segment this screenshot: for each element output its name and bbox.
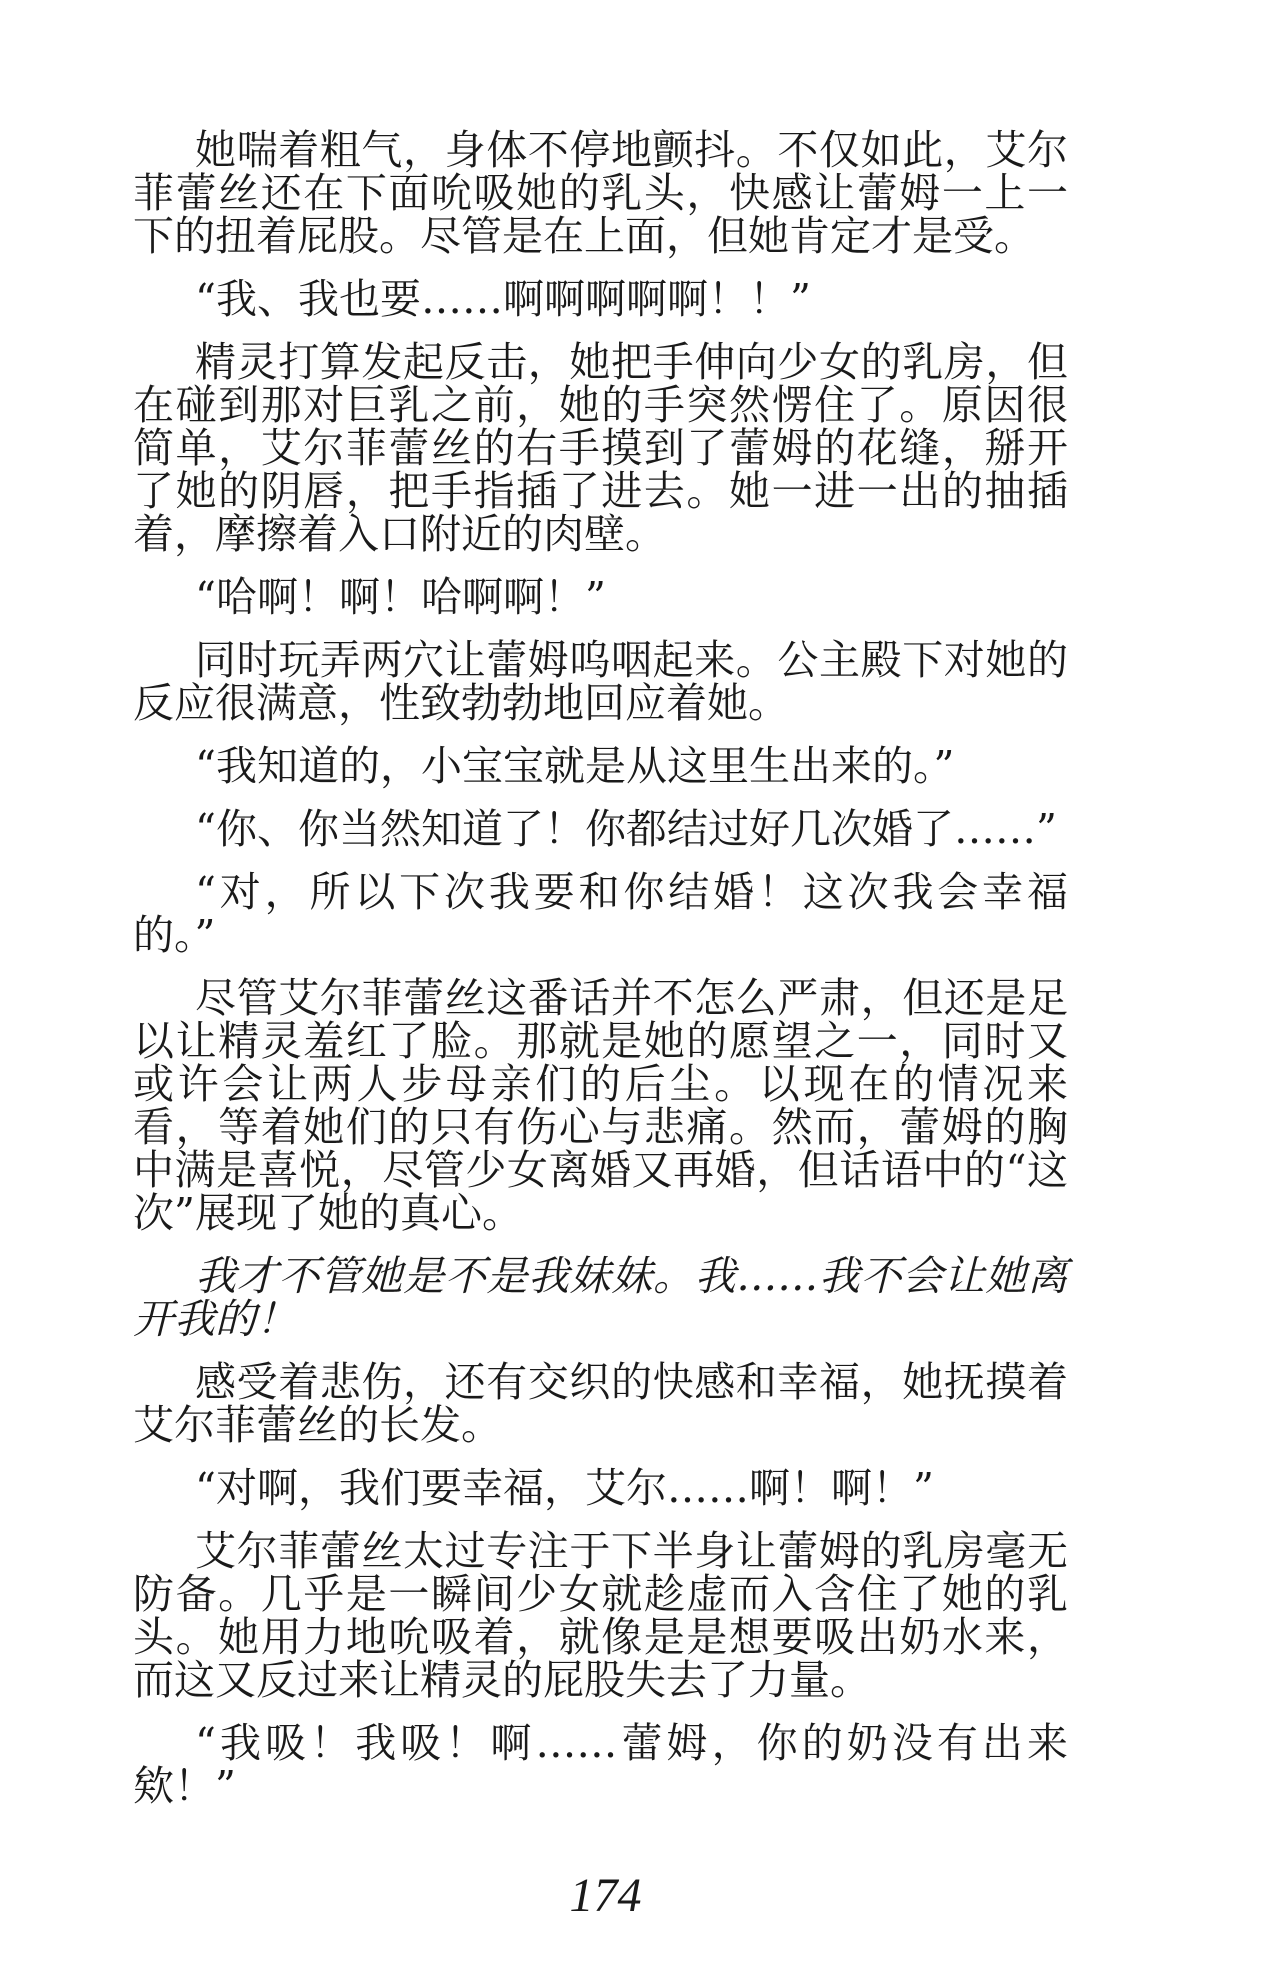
dialogue-line: “我知道的，小宝宝就是从这里生出来的。”: [195, 742, 955, 790]
dialogue-line: “哈啊！啊！哈啊啊！”: [195, 573, 606, 621]
dialogue-line: “对，所以下次我要和你结婚！这次我会幸福的。”: [133, 868, 1068, 959]
dialogue-line: “对啊，我们要幸福，艾尔……啊！啊！”: [195, 1464, 934, 1512]
dialogue-line: “我吸！我吸！啊……蕾姆，你的奶没有出来欸！”: [133, 1719, 1068, 1810]
inner-thought: 我才不管她是不是我妹妹。我……我不会让她离开我的！: [133, 1252, 1068, 1343]
dialogue-line: “你、你当然知道了！你都结过好几次婚了……”: [195, 805, 1057, 853]
page-number: 174: [569, 1869, 642, 1922]
page-body: [133, 126, 1068, 1828]
paragraph: 同时玩弄两穴让蕾姆呜咽起来。公主殿下对她的反应很满意，性致勃勃地回应着她。: [133, 636, 1068, 727]
paragraph: 艾尔菲蕾丝太过专注于下半身让蕾姆的乳房毫无防备。几乎是一瞬间少女就趁虚而入含住了她的乳头。她用力地吮吸着，就像是是想要吸出奶水来，而这又反过来让精灵的屁股失去了力量。: [133, 1527, 1068, 1704]
paragraph: 感受着悲伤，还有交织的快感和幸福，她抚摸着艾尔菲蕾丝的长发。: [133, 1358, 1068, 1449]
dialogue-line: “我、我也要……啊啊啊啊啊！！”: [195, 275, 811, 323]
paragraph: 尽管艾尔菲蕾丝这番话并不怎么严肃，但还是足以让精灵羞红了脸。那就是她的愿望之一，同时又或许会让两人步母亲们的后尘。以现在的情况来看，等着她们的只有伤心与悲痛。然而，蕾姆的胸中满是喜悦，尽管少女离婚又再婚，但话语中的“这次”展现了她的真心。: [133, 974, 1068, 1237]
paragraph: 她喘着粗气，身体不停地颤抖。不仅如此，艾尔菲蕾丝还在下面吮吸她的乳头，快感让蕾姆一上一下的扭着屁股。尽管是在上面，但她肯定才是受。: [133, 126, 1068, 260]
paragraph: 精灵打算发起反击，她把手伸向少女的乳房，但在碰到那对巨乳之前，她的手突然愣住了。原因很简单，艾尔菲蕾丝的右手摸到了蕾姆的花缝，掰开了她的阴唇，把手指插了进去。她一进一出的抽插着，摩擦着入口附近的肉壁。: [133, 338, 1068, 558]
